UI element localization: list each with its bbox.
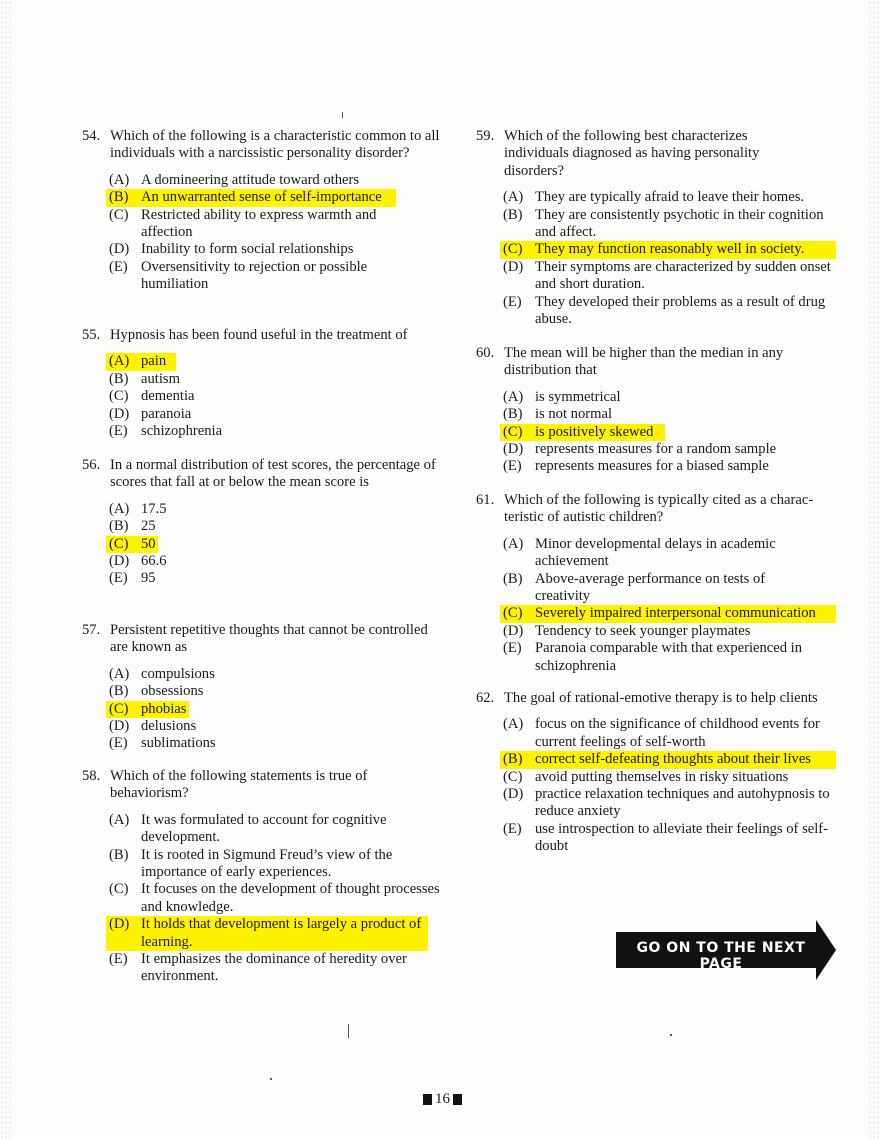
option-e[interactable]: (E) 95 — [109, 570, 156, 587]
option-d[interactable]: (D) represents measures for a random sample — [503, 441, 777, 458]
question-62 — [476, 690, 836, 856]
option-b[interactable]: (B) 25 — [109, 518, 156, 535]
scan-speck — [342, 112, 343, 118]
option-a[interactable]: (A) 17.5 — [109, 500, 167, 517]
scan-edge-left — [0, 0, 12, 1139]
option-d[interactable]: (D) practice relaxation techniques and autohypnosis to reduce anxiety — [503, 786, 830, 820]
option-a[interactable]: (A) They are typically afraid to leave their homes. — [503, 189, 805, 206]
scan-speck — [348, 1024, 349, 1038]
question-number: 59. — [476, 128, 495, 144]
question-stem: Which of the following is a characteristic common to all individuals with a narcissistic personality disorder? — [110, 128, 440, 162]
question-stem: Hypnosis has been found useful in the treatment of — [110, 327, 408, 343]
option-c-highlighted[interactable]: (C) Severely impaired interpersonal communication — [503, 605, 836, 622]
question-number: 62. — [476, 690, 495, 706]
option-a[interactable]: (A) A domineering attitude toward others — [109, 171, 360, 188]
next-page-banner — [616, 920, 836, 980]
question-stem: Which of the following best characterizes individuals diagnosed as having personality disorders? — [504, 128, 760, 179]
page-number — [423, 1091, 462, 1108]
option-b[interactable]: (B) autism — [109, 370, 180, 387]
question-stem: Which of the following statements is true of behaviorism? — [110, 768, 368, 802]
question-number: 56. — [82, 457, 101, 473]
option-d[interactable]: (D) Inability to form social relationships — [109, 241, 354, 258]
question-number: 58. — [82, 768, 101, 784]
option-e[interactable]: (E) It emphasizes the dominance of heredity over environment. — [109, 951, 407, 985]
scan-speck — [270, 1078, 272, 1080]
option-d[interactable]: (D) Tendency to seek younger playmates — [503, 622, 751, 639]
option-d[interactable]: (D) 66.6 — [109, 553, 167, 570]
question-number: 54. — [82, 128, 101, 144]
option-e[interactable]: (E) Paranoia comparable with that experienced in schizophrenia — [503, 640, 803, 674]
option-b[interactable]: (B) obsessions — [109, 683, 204, 700]
scan-speck — [670, 1034, 672, 1036]
question-60 — [476, 345, 836, 476]
question-59 — [476, 128, 836, 328]
option-c[interactable]: (C) dementia — [109, 388, 195, 405]
option-d[interactable]: (D) paranoia — [109, 405, 192, 422]
option-b-highlighted[interactable]: (B) An unwarranted sense of self-importance — [109, 189, 442, 206]
option-e[interactable]: (E) sublimations — [109, 735, 216, 752]
option-a[interactable]: (A) Minor developmental delays in academic achievement — [503, 535, 776, 570]
option-e[interactable]: (E) Oversensitivity to rejection or possible humiliation — [109, 258, 368, 293]
question-number: 55. — [82, 327, 101, 343]
option-d-highlighted[interactable]: (D) It holds that development is largely a product of learning. — [109, 916, 442, 951]
option-e[interactable]: (E) schizophrenia — [109, 423, 223, 440]
option-c-highlighted[interactable]: (C) They may function reasonably well in society. — [503, 241, 836, 258]
question-57 — [82, 622, 442, 753]
option-d[interactable]: (D) delusions — [109, 718, 197, 735]
question-stem: The mean will be higher than the median in any distribution that — [504, 345, 784, 379]
option-e[interactable]: (E) use introspection to alleviate their feelings of self-doubt — [503, 820, 828, 855]
scan-edge-right — [868, 0, 880, 1139]
option-e[interactable]: (E) They developed their problems as a result of drug abuse. — [503, 293, 826, 328]
option-c-highlighted[interactable]: (C) 50 — [109, 536, 442, 553]
question-stem: Persistent repetitive thoughts that cannot be controlled are known as — [110, 622, 428, 656]
option-b[interactable]: (B) It is rooted in Sigmund Freud’s view of the importance of early experiences. — [109, 846, 393, 881]
square-bullet-icon — [423, 1094, 432, 1105]
question-number: 57. — [82, 622, 101, 638]
option-c[interactable]: (C) It focuses on the development of thought processes and knowledge. — [109, 881, 440, 915]
question-stem: Which of the following is typically cited as a charac- teristic of autistic children? — [504, 492, 814, 526]
question-58 — [82, 768, 442, 986]
question-number: 61. — [476, 492, 495, 508]
question-56 — [82, 457, 442, 588]
option-a[interactable]: (A) It was formulated to account for cognitive development. — [109, 811, 387, 846]
option-a[interactable]: (A) is symmetrical — [503, 388, 621, 405]
option-b-highlighted[interactable]: (B) correct self-defeating thoughts about their lives — [503, 751, 836, 768]
option-b[interactable]: (B) They are consistently psychotic in their cognition and affect. — [503, 206, 824, 241]
option-a-highlighted[interactable]: (A) pain — [109, 353, 442, 370]
option-b[interactable]: (B) Above-average performance on tests of creativity — [503, 570, 766, 605]
next-page-label: GO ON TO THE NEXT PAGE — [636, 940, 806, 972]
option-c[interactable]: (C) avoid putting themselves in risky situations — [503, 768, 789, 785]
question-stem: The goal of rational-emotive therapy is to help clients — [504, 690, 818, 706]
page-number-text: 16 — [435, 1091, 450, 1107]
option-c-highlighted[interactable]: (C) is positively skewed — [503, 424, 836, 441]
option-a[interactable]: (A) focus on the significance of childhood events for current feelings of self-worth — [503, 716, 820, 750]
square-bullet-icon — [453, 1094, 462, 1105]
question-54 — [82, 128, 442, 294]
option-c[interactable]: (C) Restricted ability to express warmth and affection — [109, 206, 377, 241]
question-number: 60. — [476, 345, 495, 361]
question-61 — [476, 492, 836, 675]
option-e[interactable]: (E) represents measures for a biased sample — [503, 458, 769, 475]
option-d[interactable]: (D) Their symptoms are characterized by sudden onset and short duration. — [503, 258, 831, 293]
question-stem: In a normal distribution of test scores, the percentage of scores that fall at or below the mean score is — [110, 457, 436, 491]
option-a[interactable]: (A) compulsions — [109, 665, 215, 682]
option-c-highlighted[interactable]: (C) phobias — [109, 701, 442, 718]
question-55 — [82, 327, 442, 440]
option-b[interactable]: (B) is not normal — [503, 406, 613, 423]
